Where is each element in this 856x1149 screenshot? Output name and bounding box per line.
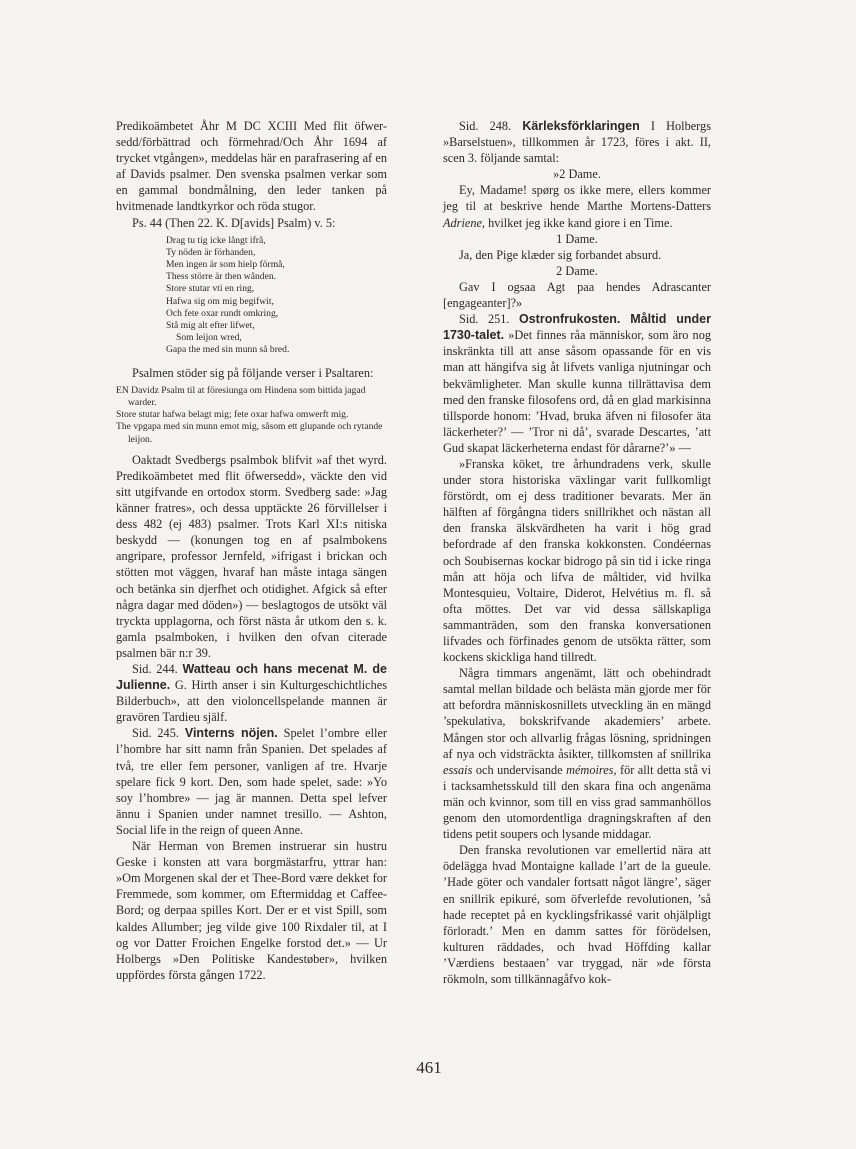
ostron-paragraph (443, 311, 711, 456)
paragraph-text: G. Hirth anser i sin Kulturgeschichtliches Bilderbuch», att den violoncellspelande mannen är gravören Tardieu själf. (116, 678, 387, 725)
dialogue-line: Gav I ogsaa Agt paa hendes Adrascanter [engageanter]?» (443, 279, 711, 311)
paragraph-text: för allt detta stå vi i tacksamhetsskuld till den skara fina och angenäma män och kvinnor, som till en viss grad sammanhöllos genom den utomordentliga dragningskraften af den tidens petit soupers och lysande middagar. (443, 762, 711, 842)
poem-line: Hafwa sig om mig begifwit, (166, 295, 274, 307)
page-number: 461 (416, 1058, 442, 1077)
poem-line: Ty nöden är förhanden, (166, 246, 256, 258)
page-ref: Sid. 245. (132, 726, 179, 741)
verse-line: EN Davidz Psalm til at föresiunga om Hindena som bittida jagad warder. (116, 384, 366, 408)
section-heading: Kärleksförklaringen (522, 119, 640, 133)
section-heading: Vinterns nöjen. (184, 726, 278, 741)
psaltaren-intro: Psalmen stöder sig på följande verser i Psaltaren: (132, 365, 374, 380)
section-heading: Watteau och hans mecenat M. de Julienne. (116, 662, 388, 693)
revolution-paragraph: Den franska revolutionen var emellertid nära att ödelägga hvad Montaigne kallade l’art de la gueule. ’Hade göter och vandaler fortsatt något längre’, säger en snillrik epikuré, som öfverlefde revolutionen, ’så hade receptet på en kycklingsfrikassé varit ohjälpligt förloradt.’ Men en damm sattes för förödelsen, kulturen räddades, och hvad Höffding kallar ’Værdiens bestaaen’ var tryggad, när »de första rökmoln, som tillkännagåfvo kok- (443, 843, 711, 986)
poem-line: Som leijon wred, (176, 332, 242, 344)
dialogue-line (443, 182, 711, 230)
dialogue-emphasis: Adriene, (443, 215, 486, 230)
poem-line: Thess större är then wånden. (166, 271, 277, 283)
dialogue-line: Ja, den Pige klæder sig forbandet absurd. (459, 247, 662, 262)
page-ref: Sid. 251. (459, 312, 510, 327)
page-ref: Sid. 248. (459, 119, 512, 133)
verse-line: The vpgapa med sin munn emot mig, såsom ett glupande och rytande leijon. (116, 421, 383, 445)
psaltaren-verses (116, 385, 387, 446)
paragraph-text: och undervisande (472, 762, 567, 777)
left-column (116, 118, 387, 983)
samtal-paragraph (443, 665, 711, 842)
poem-line: Store stutar vti en ring, (166, 283, 255, 295)
poem-line: Och fete oxar rundt omkring, (166, 307, 279, 319)
dialogue-speaker: »2 Dame. (553, 167, 601, 182)
svedberg-paragraph: Oaktadt Svedbergs psalmbok blifvit »af thet wyrd. Predikoämbetet med flit öfwersedd», väckte den vid sitt utgifvande en ortodox storm. Svedberg sade: »Jag känner fratres», och dessa upptäckte 26 förvillelser i dess 482 (ej 483) psalmer. Trots Karl XI:s nitiska beskydd — (konungen tog en af psalmbokens angripare, professor Jernfeld, »ifrigast i brickan och stötten mot väggen, hvaraf han måste intaga sängen och betänka sin djerfhet och otidighet. Afgick så efter några dagar med döden») — beslagtogos de utsökt väl tryckta upplagorna, och först nästa år utkom den s. k. gamla psalmboken, i hvilken den ofvan citerade psalmen bär n:r 39. (116, 452, 387, 660)
dialogue-text: Ey, Madame! spørg os ikke mere, ellers kommer jeg til at beskrive hende Marthe Mortens-Datters (443, 183, 711, 214)
paragraph-text: Spelet l’ombre eller l’hombre har sitt namn från Spanien. Det spelades af två, tre eller fem personer, vanligen af tre. Hvarje spelare fick 9 kort. Den, som hade spelet, sade: »Yo soy l’hombre» — jag är mannen. Detta spel lefver ännu i Spanien under namnet tresillo. — Ashton, Social life in the reign of queen Anne. (116, 726, 387, 837)
section-heading: Ostronfrukosten. Måltid under 1730-talet. (443, 312, 712, 343)
paragraph-text: Några timmars angenämt, lätt och obehindradt samtal mellan bildade och belästa män gjorde mer för att befordra människosnillets utveckling än en mängd ’spekulativa, bokskrifvande akademiers’ arbete. Mången stor och allvarlig frågas lösning, spridningen af nya och vidsträckta åsikter, tillkomsten af snillrika (443, 666, 711, 761)
poem-line: Gapa the med sin munn så bred. (166, 344, 290, 356)
psalm-reference: Ps. 44 (Then 22. K. D[avids] Psalm) v. 5: (132, 215, 336, 230)
dialogue-speaker: 1 Dame. (556, 231, 598, 246)
paragraph-text: I Holbergs »Barselstuen», tillkommen år 1723, föres i akt. II, scen 3. följande samtal: (443, 119, 711, 166)
poem-line: Stå mig alt efter lifwet, (166, 320, 255, 332)
bremen-paragraph: När Herman von Bremen instruerar sin hustru Geske i konsten att vara borgmästarfru, yttrar han: »Om Morgenen skal der et Thee-Bord være dekket for Fremmede, som kommer, om Eftermiddag et Caffee-Bord; og derpaa spilles Kort. Der er et vist Spill, som kaldes Allumber; jeg vilde give 100 Rixdaler til, at I og vor Datter Froichen Engelke forstod det.» — Ur Holbergs »Den Politiske Kandestøber», hvilken uppfördes första gången 1722. (116, 839, 387, 982)
watteau-paragraph (116, 661, 387, 725)
vinterns-paragraph (116, 725, 387, 838)
emphasis-text: mémoires, (566, 762, 617, 777)
psalm-poem (166, 235, 387, 357)
karleks-paragraph (443, 118, 711, 166)
franska-koket-paragraph: »Franska köket, tre århundradens verk, skulle under stora historiska växlingar varit fullkomligt förstördt, om ej dess traditioner bevarats. Mer än hälften af förgångna tiders snillrikhet och nästan all den franska älskvärdheten ha varit i hög grad befordrade af den franska kokkonsten. Condéernas och Soubisernas kockar bidrogo på sin tid i icke ringa mån att höja och lifva de måltider, vid hvilka Montesquieu, Voltaire, Diderot, Helvétius m. fl. så ofta möttes. Det var vid dessa sällskapliga sammanträden, som den franska konversationen lifvades och förfinades genom de utsökta rätter, som kockens skickliga hand tillredt. (443, 456, 711, 665)
emphasis-text: essais (443, 762, 473, 777)
poem-line: Drag tu tig icke långt ifrå, (166, 234, 266, 246)
dialogue-speaker: 2 Dame. (556, 263, 598, 278)
verse-line: Store stutar hafwa belagt mig; fete oxar hafwa omwerft mig. (116, 409, 349, 421)
paragraph-text: »Det finnes råa människor, som äro nog inskränkta till att anse såsom opassande för en vis man att hängifva sig åt lifvets vanliga njutningar och bekvämligheter. Man skulle kunna tillrättavisa dem med den franske filosofens ord, då en glad markisinna tillsporde honom: ’Hvad, bruka äfven ni filosofer äta läckerheter?’ — ’Tror ni då’, svarade Descartes, ’att Gud skapat läckerheterna endast för dårarne?’» — (443, 328, 711, 455)
intro-paragraph: Predikoämbetet Åhr M DC XCIII Med flit öfwer-sedd/förbättrad och förmehrad/Och Åhr 1694 af trycket vtgången», meddelas här en parafrasering af en af Davids psalmer. Den svenska psalmen verkar som en gammal bondmålning, den leder tanken på hvitmenade landtkyrkor och röda stugor. (116, 119, 387, 214)
dialogue-text: hvilket jeg ikke kand giore i en Time. (485, 215, 673, 230)
poem-line: Men ingen är som hielp förmå, (166, 259, 285, 271)
page-ref: Sid. 244. (132, 662, 178, 677)
right-column (443, 118, 711, 987)
